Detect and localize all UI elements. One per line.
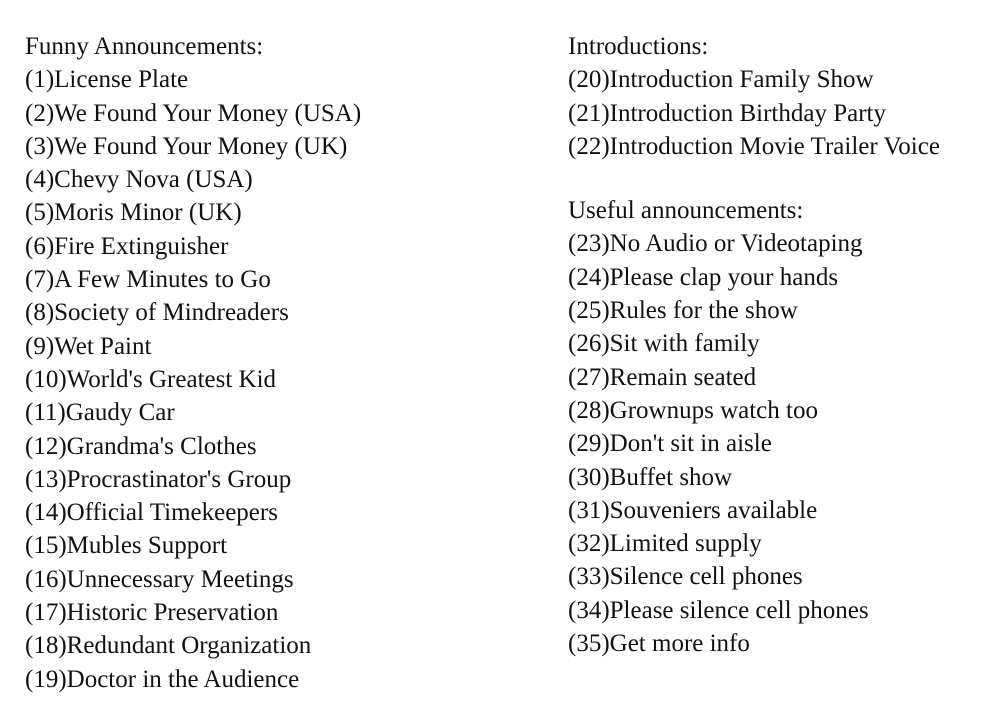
- list-item: (5)Moris Minor (UK): [25, 199, 242, 227]
- list-item: (14)Official Timekeepers: [25, 499, 278, 527]
- list-item: (34)Please silence cell phones: [568, 596, 869, 624]
- list-item: (35)Get more info: [568, 630, 750, 658]
- list-item: (15)Mubles Support: [25, 532, 228, 560]
- list-item: (19)Doctor in the Audience: [25, 665, 300, 693]
- list-item: (32)Limited supply: [568, 530, 762, 558]
- funny-announcements-column: [25, 30, 545, 696]
- list-item: (3)We Found Your Money (UK): [25, 132, 348, 160]
- list-item: (18)Redundant Organization: [25, 632, 312, 660]
- list-item: (10)World's Greatest Kid: [25, 365, 277, 393]
- list-item: (33)Silence cell phones: [568, 563, 803, 591]
- list-item: (23)No Audio or Videotaping: [568, 230, 863, 258]
- list-item: (29)Don't sit in aisle: [568, 430, 772, 458]
- list-item: (11)Gaudy Car: [25, 399, 175, 427]
- list-item: (20)Introduction Family Show: [568, 66, 874, 94]
- list-item: (12)Grandma's Clothes: [25, 432, 257, 460]
- list-item: (4)Chevy Nova (USA): [25, 166, 253, 194]
- list-item: (24)Please clap your hands: [568, 263, 839, 291]
- list-item: (8)Society of Mindreaders: [25, 299, 289, 327]
- list-item: (6)Fire Extinguisher: [25, 232, 229, 260]
- introductions-heading: Introductions:: [568, 33, 709, 60]
- introductions-and-useful-column: [568, 30, 998, 660]
- list-item: (1)License Plate: [25, 66, 189, 94]
- list-item: (16)Unnecessary Meetings: [25, 565, 294, 593]
- list-item: (25)Rules for the show: [568, 297, 798, 325]
- list-item: (17)Historic Preservation: [25, 599, 279, 627]
- list-item: (28)Grownups watch too: [568, 396, 818, 424]
- section-spacer: [568, 163, 998, 194]
- list-item: (9)Wet Paint: [25, 332, 152, 360]
- list-item: (21)Introduction Birthday Party: [568, 99, 886, 127]
- list-item: (26)Sit with family: [568, 330, 760, 358]
- useful-announcements-heading: Useful announcements:: [568, 197, 804, 225]
- funny-announcements-heading: Funny Announcements:: [25, 33, 264, 60]
- list-item: (7)A Few Minutes to Go: [25, 266, 271, 294]
- list-item: (22)Introduction Movie Trailer Voice: [568, 132, 940, 160]
- list-item: (2)We Found Your Money (USA): [25, 99, 362, 127]
- list-item: (31)Souveniers available: [568, 496, 818, 524]
- list-item: (27)Remain seated: [568, 363, 757, 391]
- list-item: (30)Buffet show: [568, 463, 733, 491]
- list-item: (13)Procrastinator's Group: [25, 465, 292, 493]
